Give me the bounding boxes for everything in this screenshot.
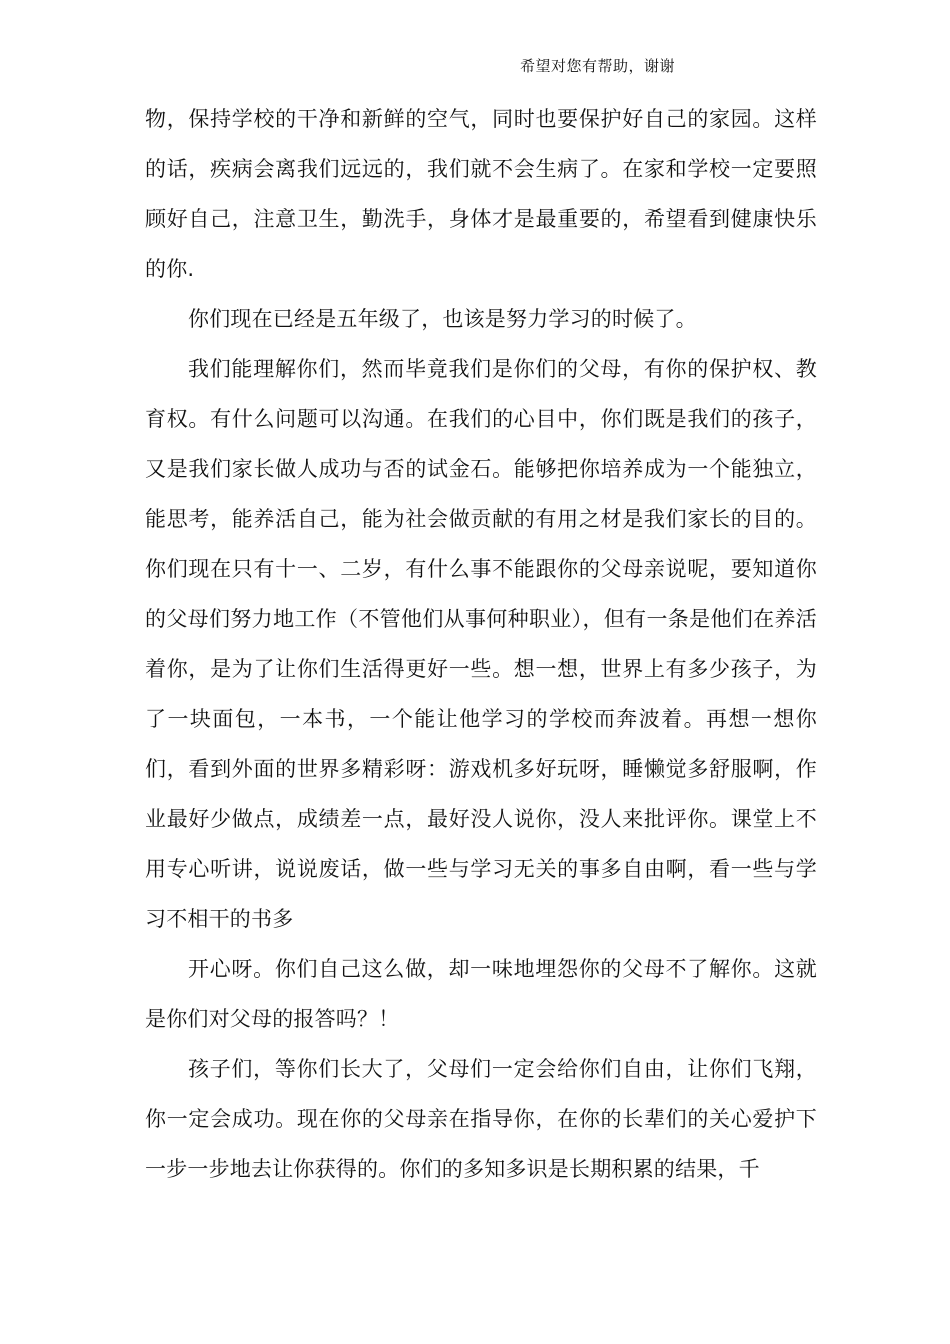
paragraph-3: 我们能理解你们，然而毕竟我们是你们的父母，有你的保护权、教育权。有什么问题可以沟通。在我们的心目中，你们既是我们的孩子，又是我们家长做人成功与否的试金石。能够把你培养成为一个能独立，能思考，能养活自己，能为社会做贡献的有用之材是我们家长的目的。你们现在只有十一、二岁，有什么事不能跟你的父母亲说呢，要知道你的父母们努力地工作（不管他们从事何种职业），但有一条是他们在养活着你，是为了让你们生活得更好一些。想一想，世界上有多少孩子，为了一块面包，一本书，一个能让他学习的学校而奔波着。再想一想你们，看到外面的世界多精彩呀：游戏机多好玩呀，睡懒觉多舒服啊，作业最好少做点，成绩差一点，最好没人说你，没人来批评你。课堂上不用专心听讲，说说废话，做一些与学习无关的事多自由啊，看一些与学习不相干的书多 (145, 357, 817, 931)
paragraph-4: 开心呀。你们自己这么做，却一味地埋怨你的父母不了解你。这就是你们对父母的报答吗？！ (145, 957, 817, 1031)
paragraph-5: 孩子们，等你们长大了，父母们一定会给你们自由，让你们飞翔，你一定会成功。现在你的父母亲在指导你，在你的长辈们的关心爱护下一步一步地去让你获得的。你们的多知多识是长期积累的结果，千 (145, 1057, 817, 1181)
header-note: 希望对您有帮助，谢谢 (520, 57, 676, 75)
body-text (145, 94, 817, 1194)
paragraph-2: 你们现在已经是五年级了，也该是努力学习的时候了。 (188, 307, 697, 331)
paragraph-1: 物，保持学校的干净和新鲜的空气，同时也要保护好自己的家园。这样的话，疾病会离我们远远的，我们就不会生病了。在家和学校一定要照顾好自己，注意卫生，勤洗手，身体才是最重要的，希望看到健康快乐的你. (145, 107, 817, 281)
